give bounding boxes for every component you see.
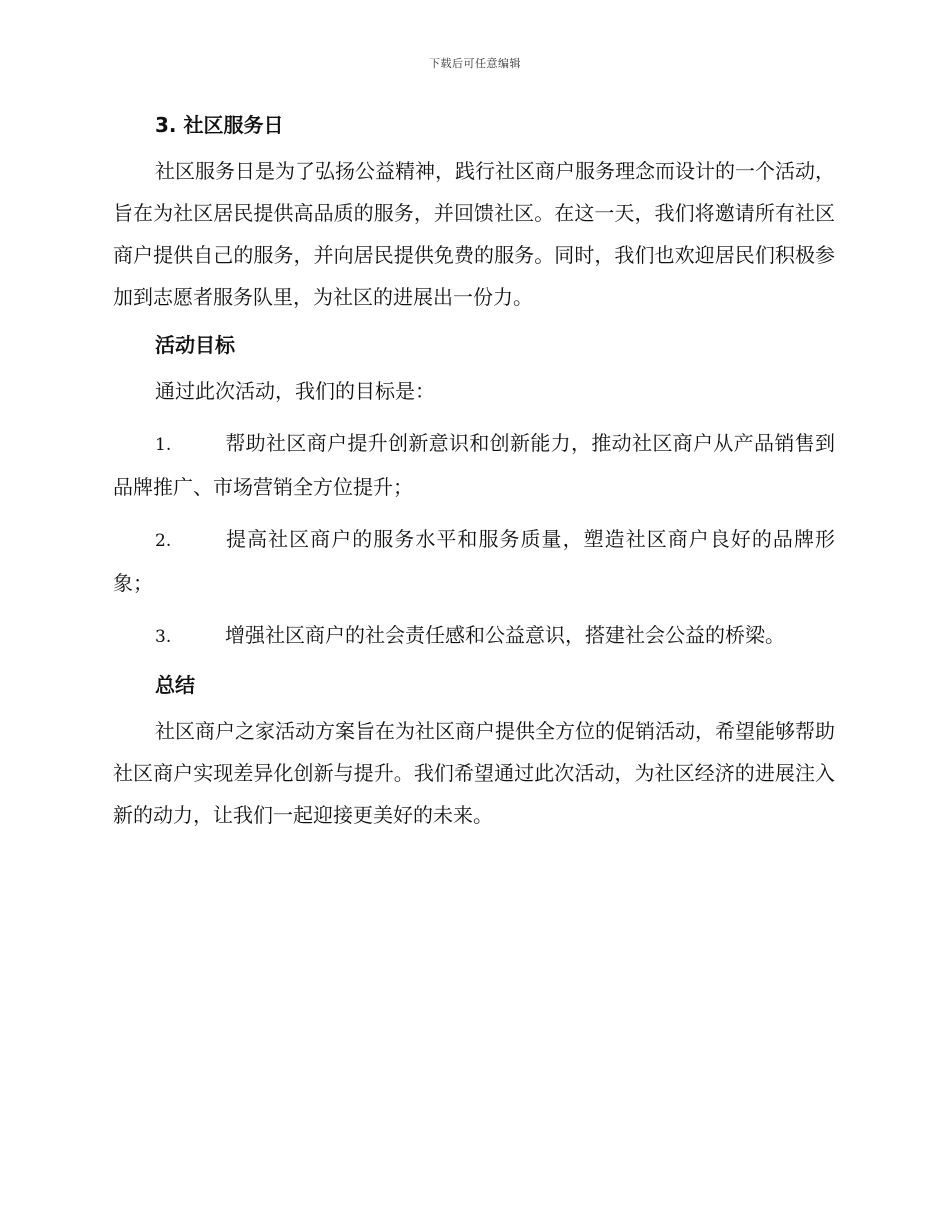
list-number: 2. [155,531,172,551]
list-item-text: 增强社区商户的社会责任感和公益意识，搭建社会公益的桥梁。 [225,623,785,647]
list-item [113,614,835,658]
list-item [113,518,835,604]
list-number: 3. [155,627,172,647]
list-number: 1. [155,435,172,455]
section-heading-goals: 活动目标 [155,333,235,357]
list-item-text: 提高社区商户的服务水平和服务质量，塑造社区商户良好的品牌形象； [113,527,835,595]
section-heading-summary: 总结 [155,673,195,697]
paragraph-goals-intro: 通过此次活动，我们的目标是： [155,379,435,403]
section-heading-service-day: 3. 社区服务日 [155,113,284,137]
header-note: 下载后可任意编辑 [429,57,521,70]
paragraph-summary: 社区商户之家活动方案旨在为社区商户提供全方位的促销活动，希望能够帮助社区商户实现差异化创新与提升。我们希望通过此次活动，为社区经济的进展注入新的动力，让我们一起迎接更美好的未来。 [113,719,835,827]
paragraph-service-day: 社区服务日是为了弘扬公益精神，践行社区商户服务理念而设计的一个活动，旨在为社区居民提供高品质的服务，并回馈社区。在这一天，我们将邀请所有社区商户提供自己的服务，并向居民提供免费的服务。同时，我们也欢迎居民们积极参加到志愿者服务队里，为社区的进展出一份力。 [113,159,835,309]
list-item-text: 帮助社区商户提升创新意识和创新能力，推动社区商户从产品销售到品牌推广、市场营销全方位提升； [113,431,835,499]
list-item [113,422,835,508]
document-content [113,110,835,836]
